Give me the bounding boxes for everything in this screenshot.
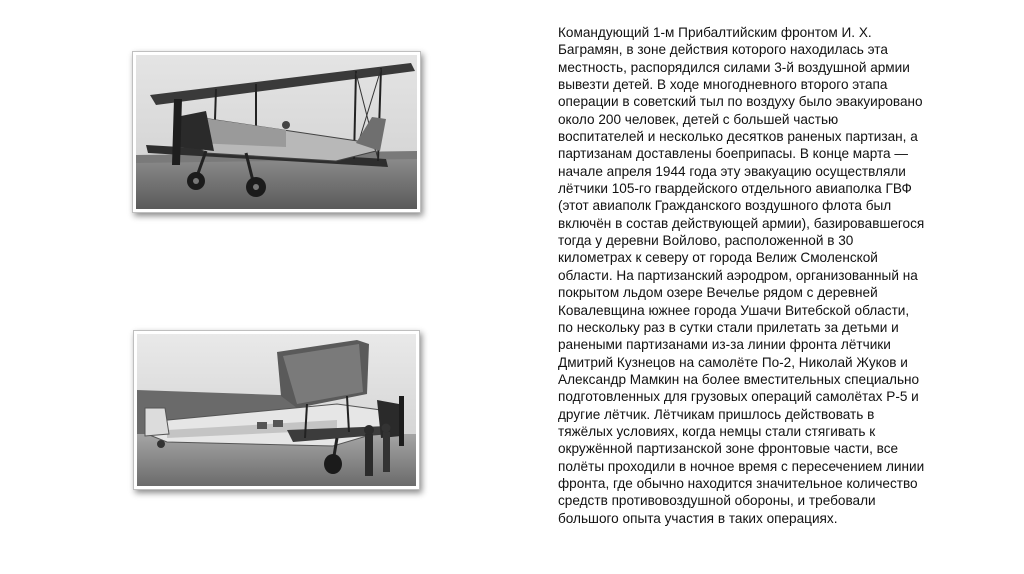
po2-biplane-photo (136, 55, 417, 209)
body-text: Командующий 1-м Прибалтийским фронтом И. Х. Баграмян, в зоне действия которого находилась эта местность, распорядился силами 3-й воздушной армии вывезти детей. В ходе многодневного второго этапа операции в советский тыл по воздуху было эвакуировано около 200 человек, детей с большей частью воспитателей и несколько десятков раненых партизан, а партизанам доставлены боеприпасы. В конце марта — начале апреля 1944 года эту эвакуацию осуществляли лётчики 105-го гвардейского отдельного авиаполка ГВФ (этот авиаполк Гражданского воздушного флота был включён в состав действующей армии), базировавшегося тогда у деревни Войлово, расположенной в 30 километрах к северу от города Велиж Смоленской области. На партизанский аэродром, организованный на покрытом льдом озере Вечелье рядом с деревней Ковалевщина южнее города Ушачи Витебской области, по нескольку раз в сутки стали прилетать за детьми и ранеными партизанами из-за линии фронта лётчики Дмитрий Кузнецов на самолёте По-2, Николай Жуков и Александр Мамкин на более вместительных специально подготовленных для грузовых операций самолётах Р-5 и другие лётчик. Лётчикам пришлось действовать в тяжёлых условиях, когда немцы стали стягивать к окружённой партизанской зоне фронтовые части, все полёты проходили в ночное время с пересечением линии фронта, где обычно находится значительное количество средств противовоздушной обороны, и требовали большого опыта участия в таких операциях. (558, 25, 925, 526)
photo-p5-biplane (133, 330, 420, 490)
p5-biplane-photo (137, 334, 416, 486)
photo-po2-biplane (132, 51, 421, 213)
